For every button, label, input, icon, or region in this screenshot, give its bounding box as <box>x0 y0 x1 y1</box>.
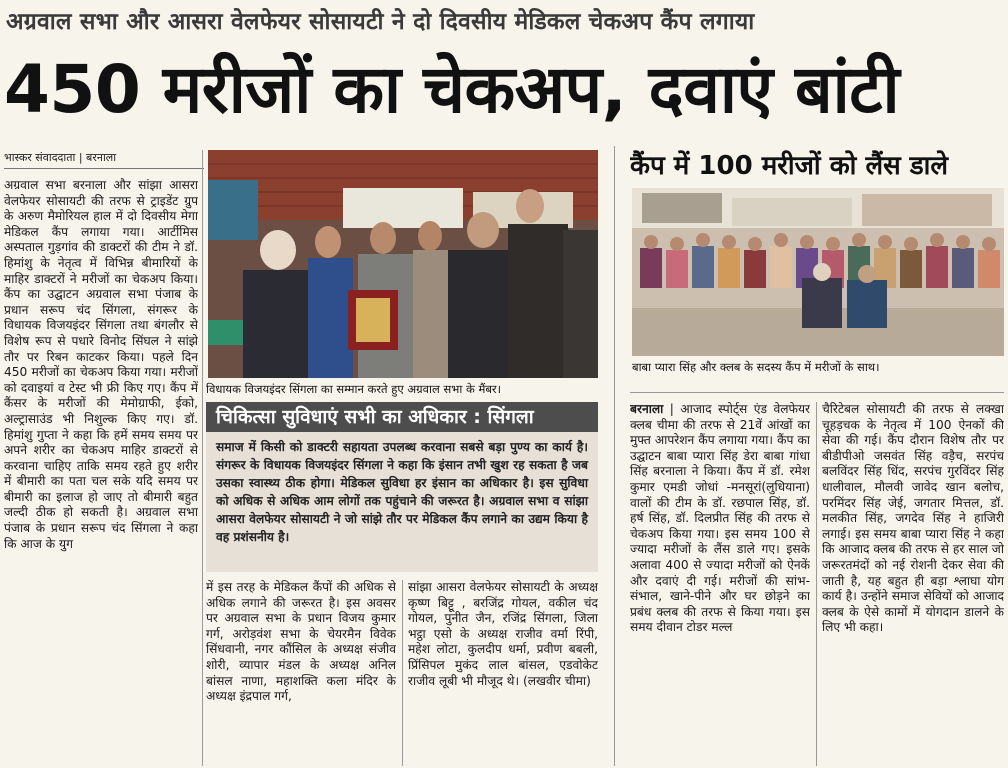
camp-photo-caption: बाबा प्यारा सिंह और क्लब के सदस्य कैंप में मरीजों के साथ। <box>632 360 880 374</box>
right-story-headline: कैंप में 100 मरीजों को लैंस डाले <box>630 151 948 181</box>
left-story-column-1: अग्रवाल सभा बरनाला और सांझा आसरा वेलफेयर सोसायटी की तरफ से ट्राइडेंट ग्रुप के अरुण मैमोरियल हाल में दो दिवसीय मेगा मेडिकल कैंप लगाया गया। आर्टीमिस अस्पताल गुड़गांव की डाक्टरों की टीम ने डॉ. हिमांशु के नेतृत्व में विभिन्न बीमारियों के माहिर डाक्टरों ने मरीजों का चेकअप किया। कैंप का उद्घाटन अग्रवाल सभा पंजाब के प्रधान सरूप चंद सिंगला, संगरूर के विधायक विजयइंदर सिंगला तथा बंगलौर से विशेष रूप से पधारे विनोद सिंघल ने सांझे तौर पर रिबन काटकर किया। पहले दिन 450 मरीजों का चेकअप किया गया। मरीजों को दवाइयां व टेस्ट भी फ्री किए गए। कैंप में कैंसर के मरीजों की मेमोग्राफी, ईको, अल्ट्रासाउंड भी निशुल्क किए गए। डॉ. हिमांशु गुप्ता ने कहा कि हमें समय समय पर अपने शरीर का चेकअप माहिर डाक्टरों से करवाना चाहिए ताकि समय रहते हुए शरीर में बीमारी का पता चल सके यदि समय पर बीमारी का इलाज हो जाए तो बीमारी बहुत जल्दी ठीक हो सकती है। अग्रवाल सभा पंजाब के प्रधान सरूप चंद सिंगला ने कहा कि आज के युग <box>4 178 198 551</box>
award-photo-illustration <box>208 150 598 378</box>
camp-photo <box>632 188 1004 356</box>
dateline: बरनाला <box>630 402 664 416</box>
quote-box: समाज में किसी को डाक्टरी सहायता उपलब्ध करवाना सबसे बड़ा पुण्य का कार्य है। संगरूर के विधायक विजयइंदर सिंगला ने कहा कि इंसान तभी खुश रह सकता है जब उसका स्वास्थ्य ठीक होगा। मेडिकल सुविधा हर इंसान का अधिकार है। इस सुविधा को अधिक से अधिक आम लोगों तक पहुंचाने की जरूरत है। अग्रवाल सभा व सांझा आसरा वेलफेयर सोसायटी ने जो सांझे तौर पर मेडिकल कैंप लगाने का उद्यम किया है वह प्रशंसनीय है। <box>206 432 598 572</box>
right-story-column-1-text: आजाद स्पोर्ट्स एंड वेलफेयर क्लब चीमा की तरफ से 21वें आंखों का मुफ्त आपरेशन कैंप लगाया गया। कैंप का उद्घाटन बाबा प्यारा सिंह डेरा बाबा गांधा सिंह बरनाला ने किया। कैंप में डॉ. रमेश कुमार एमडी जोधां -मनसूरां(लुधियाना) वालों की टीम के डॉ. रछपाल सिंह, डॉ. हर्ष सिंह, डॉ. दिलप्रीत सिंह की तरफ से चेकअप किया गया। इस समय 100 से ज्यादा मरीजों के लैंस डाले गए। इसके अलावा 400 से ज्यादा मरीजों को ऐनकें और दवाएं दी गई। मरीजों की सांभ-संभाल, खाने-पीने और घर छोड़ने का प्रबंध क्लब की तरफ से किया गया। इस समय दीवान टोडर मल्ल <box>630 402 810 635</box>
left-story-column-3: सांझा आसरा वेलफेयर सोसायटी के अध्यक्ष कृष्ण बिट्टू , बरजिंद्र गोयल, वकील चंद गोयल, पुनीत जैन, रजिंद्र सिंगला, जिला भट्ठा एसो के अध्यक्ष राजीव वर्मा रिंपी, महेश लोटा, कुलदीप धर्मा, प्रवीण बबली, प्रिंसिपल मुकंद लाल बांसल, एडवोकेट राजीव लूबी भी मौजूद थे। (लखवीर चीमा) <box>408 580 598 688</box>
subhead-band: चिकित्सा सुविधाएं सभी का अधिकार : सिंगला <box>206 402 598 432</box>
kicker-headline: अग्रवाल सभा और आसरा वेलफेयर सोसायटी ने दो दिवसीय मेडिकल चेकअप कैंप लगाया <box>6 8 755 35</box>
right-story-column-2: चैरिटेबल सोसायटी की तरफ से लक्खा चूहड़चक के नेतृत्व में 100 ऐनकों की सेवा की गई। कैंप दौरान विशेष तौर पर बीडीपीओ जसवंत सिंह वड़ैच, सरपंच बलविंदर सिंह धिंद, सरपंच गुरविंदर सिंह धालीवाल, मौलवी जावेद खान बलोच, परमिंदर सिंह जेई, जगतार मित्तल, डॉ. मलकीत सिंह, जगदेव सिंह ने हाजिरी लगाई। इस समय बाबा प्यारा सिंह ने कहा कि आजाद क्लब की तरफ से हर साल जो जरूरतमंदों को नई रोशनी देकर सेवा की जाती है, यह बहुत ही बड़ा श्लाघा योग कार्य है। उन्होंने समाज सेवियों को आजाद क्लब के ऐसे कामों में योगदान डालने के लिए भी कहा। <box>822 402 1004 635</box>
column-divider <box>816 402 817 766</box>
story-divider <box>614 146 615 766</box>
column-divider <box>202 150 203 766</box>
byline: भास्कर संवाददाता | बरनाला <box>4 150 204 169</box>
left-story-column-2: में इस तरह के मेडिकल कैंपों की अधिक से अधिक लगाने की जरूरत है। इस अवसर पर अग्रवाल सभा के प्रधान विजय कुमार गर्ग, अरोड़वंश सभा के चेयरमैन विवेक सिंधवानी, नगर कौंसिल के अध्यक्ष संजीव शोरी, व्यापार मंडल के अध्यक्ष अनिल बांसल नाणा, महाशक्ति कला मंदिर के अध्यक्ष इंद्रपाल गर्ग, <box>206 580 396 704</box>
award-photo <box>208 150 598 378</box>
camp-photo-illustration <box>632 188 1004 356</box>
main-headline: 450 मरीजों का चेकअप, दवाएं बांटी <box>4 51 900 128</box>
section-rule <box>630 392 1004 393</box>
right-story-column-1: बरनाला | आजाद स्पोर्ट्स एंड वेलफेयर क्लब चीमा की तरफ से 21वें आंखों का मुफ्त आपरेशन कैंप लगाया गया। कैंप का उद्घाटन बाबा प्यारा सिंह डेरा बाबा गांधा सिंह बरनाला ने किया। कैंप में डॉ. रमेश कुमार एमडी जोधां -मनसूरां(लुधियाना) वालों की टीम के डॉ. रछपाल सिंह, डॉ. हर्ष सिंह, डॉ. दिलप्रीत सिंह की तरफ से चेकअप किया गया। इस समय 100 से ज्यादा मरीजों के लैंस डाले गए। इसके अलावा 400 से ज्यादा मरीजों को ऐनकें और दवाएं दी गई। मरीजों की सांभ-संभाल, खाने-पीने और घर छोड़ने का प्रबंध क्लब की तरफ से किया गया। इस समय दीवान टोडर मल्ल <box>630 402 810 635</box>
award-photo-caption: विधायक विजयइंदर सिंगला का सम्मान करते हुए अग्रवाल सभा के मैंबर। <box>206 382 501 396</box>
column-divider <box>402 580 403 766</box>
